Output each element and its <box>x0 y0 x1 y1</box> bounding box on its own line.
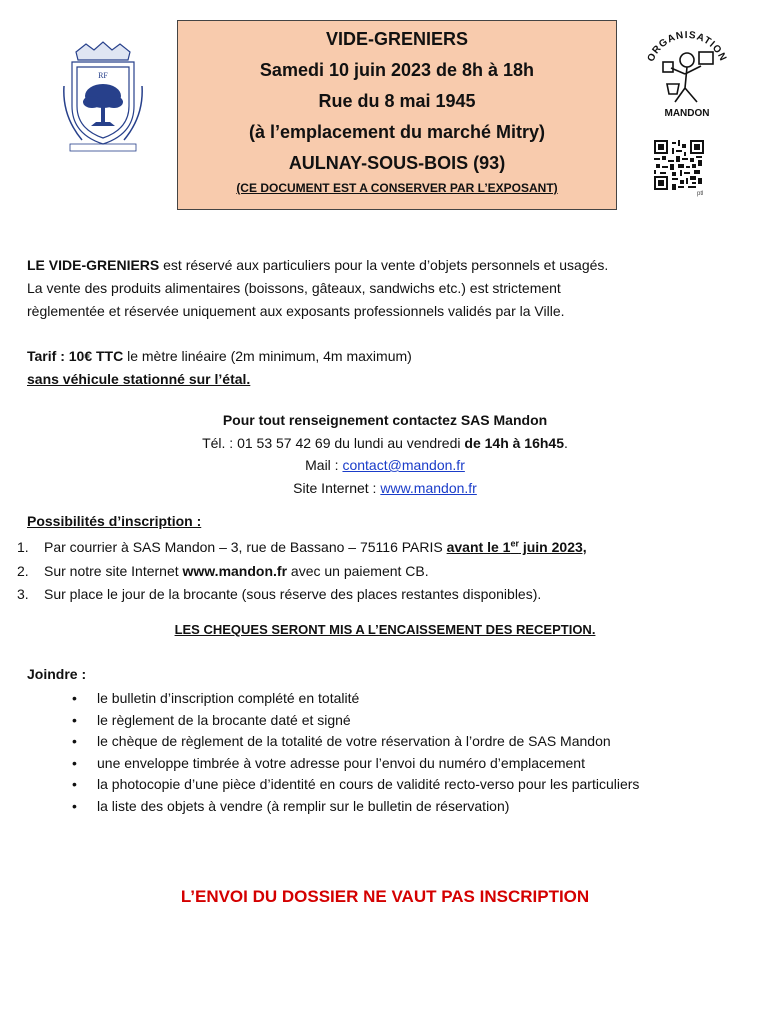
phone-hours: de 14h à 16h45 <box>464 434 565 451</box>
registration-title: Possibilités d’inscription : <box>27 513 202 529</box>
intro-line-3: règlementée et réservée uniquement aux exposants professionnels validés par la Ville. <box>27 303 565 319</box>
option-text: Par courrier à SAS Mandon – 3, rue de Bassano – 75116 PARIS <box>44 539 447 555</box>
deadline <box>447 539 587 555</box>
event-date: Samedi 10 juin 2023 de 8h à 18h <box>259 60 535 80</box>
contact-block <box>0 409 770 499</box>
bullet-icon: • <box>72 711 77 728</box>
pricing-paragraph <box>27 345 747 391</box>
qr-code[interactable] <box>654 140 704 190</box>
list-item-text: le bulletin d’inscription complété en totalité <box>97 690 360 706</box>
contact-phone-line <box>0 432 770 455</box>
price-label: Tarif : 10€ TTC <box>27 348 124 364</box>
option-text-end: avec un paiement CB. <box>287 562 429 579</box>
mail-label: Mail : <box>305 457 343 473</box>
bullet-icon: • <box>72 797 77 814</box>
registration-warning: L’ENVOI DU DOSSIER NE VAUT PAS INSCRIPTION <box>180 887 590 906</box>
registration-options-list <box>17 536 757 607</box>
intro-line-1-rest: est réservé aux particuliers pour la vente d’objets personnels et usagés. <box>159 257 609 273</box>
list-item <box>72 774 734 796</box>
intro-bold: LE VIDE-GRENIERS <box>27 257 160 273</box>
list-item-text: la liste des objets à vendre (à remplir sur le bulletin de réservation) <box>97 797 510 814</box>
bullet-icon: • <box>72 733 77 749</box>
phone-text: Tél. : 01 53 57 42 69 du lundi au vendredi <box>202 434 465 451</box>
contact-site-line <box>0 477 770 500</box>
list-item-text: le règlement de la brocante daté et signé <box>97 711 351 728</box>
list-item <box>72 688 734 710</box>
mail-link[interactable]: contact@mandon.fr <box>342 457 465 473</box>
list-item-text: une enveloppe timbrée à votre adresse pour l’envoi du numéro d’emplacement <box>97 754 585 771</box>
no-vehicle-note: sans véhicule stationné sur l’étal. <box>27 371 251 387</box>
deadline-date: juin 2023, <box>518 539 587 555</box>
cheques-notice: LES CHEQUES SERONT MIS A L’ENCAISSEMENT DES RECEPTION. <box>174 622 596 637</box>
list-item <box>72 796 734 818</box>
site-label: Site Internet : <box>293 479 381 496</box>
qr-caption: ptl <box>697 191 704 197</box>
list-item-text: le chèque de règlement de la totalité de votre réservation à l’ordre de SAS Mandon <box>97 733 611 749</box>
contact-mail-line <box>0 454 770 477</box>
event-street: Rue du 8 mai 1945 <box>318 91 476 111</box>
intro-line-1 <box>27 254 747 277</box>
intro-line-2: La vente des produits alimentaires (boissons, gâteaux, sandwichs etc.) est strictement <box>27 280 561 296</box>
price-detail: le mètre linéaire (2m minimum, 4m maximum) <box>123 348 412 364</box>
list-item <box>17 583 757 607</box>
list-item <box>17 536 757 560</box>
attachments-list <box>72 688 734 817</box>
event-location-detail: (à l’emplacement du marché Mitry) <box>248 122 546 142</box>
event-type: VIDE-GRENIERS <box>325 29 469 49</box>
list-item-text: la photocopie d’une pièce d’identité en cours de validité recto-verso pour les particuliers <box>97 776 640 792</box>
website-bold: www.mandon.fr <box>182 562 288 579</box>
svg-text:MANDON: MANDON <box>664 108 710 119</box>
list-item <box>72 710 734 732</box>
option-text: Sur place le jour de la brocante (sous réserve des places restantes disponibles). <box>44 586 542 602</box>
event-header <box>177 20 617 210</box>
list-item <box>17 560 757 584</box>
intro-paragraph <box>27 254 747 323</box>
bullet-icon: • <box>72 754 77 771</box>
phone-end: . <box>564 434 568 451</box>
list-item <box>72 753 734 775</box>
website-link[interactable]: www.mandon.fr <box>380 479 477 496</box>
svg-text:RF: RF <box>98 71 108 80</box>
list-number: 2. <box>17 562 29 579</box>
contact-title: Pour tout renseignement contactez SAS Mandon <box>222 412 548 428</box>
event-city: AULNAY-SOUS-BOIS (93) <box>288 153 506 173</box>
list-number: 1. <box>17 539 29 555</box>
city-logo <box>58 36 148 156</box>
svg-text:ORGANISATION: ORGANISATION <box>645 29 729 64</box>
deadline-sup: er <box>510 538 519 549</box>
keep-document-note: (CE DOCUMENT EST A CONSERVER PAR L’EXPOSANT) <box>236 181 558 195</box>
list-item <box>72 731 734 753</box>
list-number: 3. <box>17 586 29 602</box>
option-text: Sur notre site Internet <box>44 562 183 579</box>
deadline-text: avant le 1 <box>446 539 511 555</box>
bullet-icon: • <box>72 690 77 706</box>
organisation-mandon-logo <box>641 22 733 122</box>
bullet-icon: • <box>72 776 77 792</box>
attachments-title: Joindre : <box>27 666 87 682</box>
